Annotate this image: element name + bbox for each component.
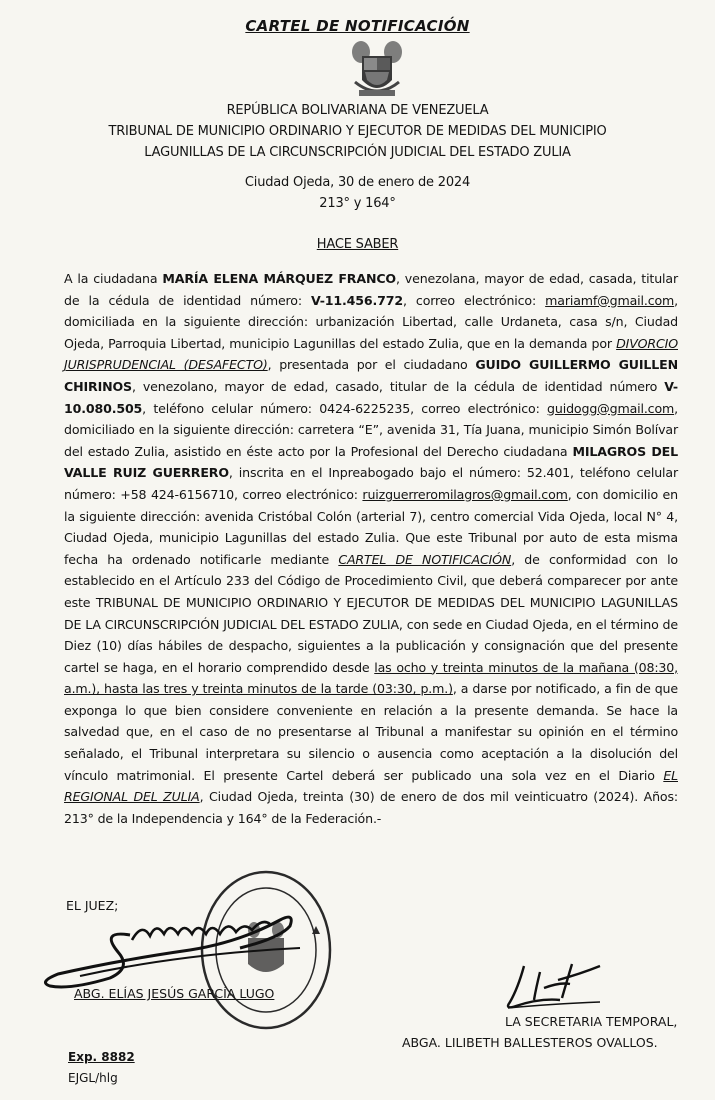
header-republic: REPÚBLICA BOLIVARIANA DE VENEZUELA: [226, 103, 489, 118]
body-paragraph: A la ciudadana MARÍA ELENA MÁRQUEZ FRANCO, venezolana, mayor de edad, casada, titular de la cédula de identidad número: V-11.456.772, correo electrónico: mariamf@gmail.com, domiciliada en la siguiente dirección: urbanización Libertad, calle Urdaneta, casa s/n, Ciudad Ojeda, Parroquia Libertad, municipio Lagunillas del estado Zulia, que en la demanda por DIVORCIO JURISPRUDENCIAL (DESAFECTO), presentada por el ciudadano GUIDO GUILLERMO GUILLEN CHIRINOS, venezolano, mayor de edad, casado, titular de la cédula de identidad número V-10.080.505, teléfono celular número: 0424-6225235, correo electrónico: guidogg@gmail.com, domiciliado en la siguiente dirección: carretera “E”, avenida 31, Tía Juana, municipio Simón Bolívar del estado Zulia, asistido en éste acto por la Profesional del Derecho ciudadana MILAGROS DEL VALLE RUIZ GUERRERO, inscrita en el Inpreabogado bajo el número: 52.401, teléfono celular número: +58 424-6156710, correo electrónico: ruizguerreromilagros@gmail.com, con domicilio en la siguiente dirección: avenida Cristóbal Colón (arterial 7), centro comercial Vida Ojeda, local N° 4, Ciudad Ojeda, municipio Lagunillas del estado Zulia. Que este Tribunal por auto de esta misma fecha ha ordenado notificarle mediante CARTEL DE NOTIFICACIÓN, de conformidad con lo establecido en el Artículo 233 del Código de Procedimiento Civil, que deberá comparecer por ante este TRIBUNAL DE MUNICIPIO ORDINARIO Y EJECUTOR DE MEDIDAS DEL MUNICIPIO LAGUNILLAS DE LA CIRCUNSCRIPCIÓN JUDICIAL DEL ESTADO ZULIA, con sede en Ciudad Ojeda, en el término de Diez (10) días hábiles de despacho, siguientes a la publicación y consignación que del presente cartel se haga, en el horario comprendido desde las ocho y treinta minutos de la mañana (08:30, a.m.), hasta las tres y treinta minutos de la tarde (03:30, p.m.), a darse por notificado, a fin de que exponga lo que bien considere conveniente en relación a la presente demanda. Se hace la salvedad que, en el caso de no presentarse al Tribunal a manifestar su opinión en el término señalado, el Tribunal interpretara su silencio o ausencia como aceptación a la disolución del vínculo matrimonial. El presente Cartel deberá ser publicado una sola vez en el Diario EL REGIONAL DEL ZULIA, Ciudad Ojeda, treinta (30) de enero de dos mil veinticuatro (2024). Años: 213° de la Independencia y 164° de la Federación.-: [64, 271, 679, 826]
secretary-label: LA SECRETARIA TEMPORAL,: [505, 1014, 678, 1029]
judge-label: EL JUEZ;: [66, 898, 119, 913]
case-file-number: Exp. 8882: [68, 1050, 135, 1064]
cartel-reference: CARTEL DE NOTIFICACIÓN: [338, 551, 512, 567]
attorney-name: MILAGROS DEL VALLE RUIZ GUERRERO: [64, 443, 678, 481]
hace-saber-heading: HACE SABER: [316, 237, 399, 252]
plaintiff-name: GUIDO GUILLERMO GUILLEN CHIRINOS: [64, 357, 678, 394]
judge-name: ABG. ELÍAS JESÚS GARCÍA LUGO: [74, 986, 275, 1001]
plaintiff-id: V-10.080.505: [64, 378, 678, 416]
plaintiff-email: guidogg@gmail.com: [547, 400, 675, 416]
notification-body: [64, 268, 678, 829]
respondent-name: MARÍA ELENA MÁRQUEZ FRANCO: [162, 271, 396, 286]
header-tribunal-line1: TRIBUNAL DE MUNICIPIO ORDINARIO Y EJECUTOR DE MEDIDAS DEL MUNICIPIO: [108, 124, 607, 139]
office-hours: las ocho y treinta minutos de la mañana (08:30, a.m.), hasta las tres y treinta minutos de la tarde (03:30, p.m.): [64, 659, 678, 697]
respondent-id: V-11.456.772: [311, 292, 403, 308]
years-line: 213° y 164°: [319, 196, 396, 211]
judge-signature: [40, 890, 330, 1000]
secretary-name: ABGA. LILIBETH BALLESTEROS OVALLOS.: [402, 1035, 658, 1050]
respondent-email: mariamf@gmail.com: [545, 292, 675, 308]
place-date: Ciudad Ojeda, 30 de enero de 2024: [244, 175, 471, 190]
header-tribunal-line2: LAGUNILLAS DE LA CIRCUNSCRIPCIÓN JUDICIAL DEL ESTADO ZULIA: [144, 145, 571, 160]
document-title: CARTEL DE NOTIFICACIÓN: [245, 17, 470, 35]
case-type: DIVORCIO JURISPRUDENCIAL (DESAFECTO): [64, 335, 678, 373]
secretary-signature: [500, 958, 615, 1016]
attorney-email: ruizguerreromilagros@gmail.com: [362, 486, 568, 502]
newspaper-name: EL REGIONAL DEL ZULIA: [64, 767, 678, 805]
initials: EJGL/hlg: [68, 1071, 118, 1085]
coat-of-arms-emblem: [347, 38, 407, 102]
